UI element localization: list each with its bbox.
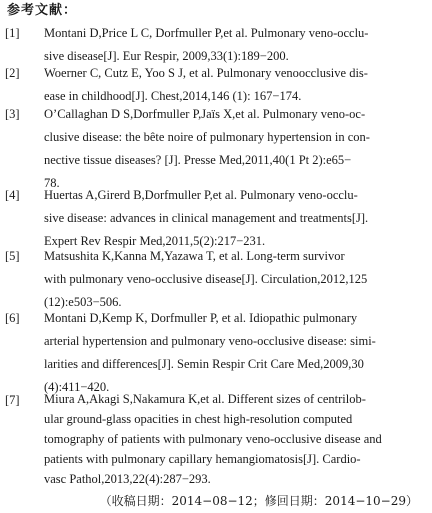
reference-text	[44, 389, 424, 489]
reference-line: ular ground-glass opacities in chest high-resolution computed	[44, 412, 353, 426]
reference-line: nective tissue diseases? [J]. Presse Med,2011,40(1 Pt 2):e65−	[44, 153, 352, 167]
reference-number: [7]	[5, 393, 20, 407]
reference-line: Miura A,Akagi S,Nakamura K,et al. Different sizes of centrilob-	[44, 392, 366, 406]
reference-line: arterial hypertension and pulmonary veno-occlusive disease: simi-	[44, 334, 376, 348]
reference-text	[44, 307, 424, 399]
references-heading: 参考文献：	[7, 3, 78, 18]
reference-line: sive disease: advances in clinical management and treatments[J].	[44, 211, 369, 225]
reference-line: (4):411−420.	[44, 380, 110, 394]
reference-line: Expert Rev Respir Med,2011,5(2):217−231.	[44, 234, 266, 248]
reference-number: [3]	[5, 107, 20, 121]
reference-text	[44, 184, 424, 253]
reference-line: Montani D,Price L C, Dorfmuller P,et al. Pulmonary veno-occlu-	[44, 26, 369, 40]
received-revised-dates: （收稿日期：2014−08−12；修回日期：2014−10−29）	[99, 494, 418, 508]
reference-line: with pulmonary veno-occlusive disease[J]. Circulation,2012,125	[44, 272, 368, 286]
reference-line: 78.	[44, 176, 60, 190]
reference-line: Huertas A,Girerd B,Dorfmuller P,et al. Pulmonary veno-occlu-	[44, 188, 358, 202]
reference-line: sive disease[J]. Eur Respir, 2009,33(1):189−200.	[44, 49, 289, 63]
reference-line: larities and differences[J]. Semin Respir Crit Care Med,2009,30	[44, 357, 364, 371]
reference-number: [1]	[5, 26, 20, 40]
reference-line: Woerner C, Cutz E, Yoo S J, et al. Pulmonary venoocclusive dis-	[44, 66, 368, 80]
reference-text	[44, 245, 424, 314]
reference-text	[44, 62, 424, 108]
reference-line: clusive disease: the bête noire of pulmonary hypertension in con-	[44, 130, 370, 144]
reference-line: patients with pulmonary capillary hemangiomatosis[J]. Cardio-	[44, 452, 361, 466]
reference-number: [4]	[5, 188, 20, 202]
reference-line: Matsushita K,Kanna M,Yazawa T, et al. Long-term survivor	[44, 249, 345, 263]
reference-number: [5]	[5, 249, 20, 263]
reference-number: [6]	[5, 311, 20, 325]
reference-text	[44, 103, 424, 195]
reference-line: Montani D,Kemp K, Dorfmuller P, et al. Idiopathic pulmonary	[44, 311, 358, 325]
reference-line: O’Callaghan D S,Dorfmuller P,Jaïs X,et al. Pulmonary veno-oc-	[44, 107, 366, 121]
reference-line: (12):e503−506.	[44, 295, 122, 309]
reference-line: tomography of patients with pulmonary veno-occlusive disease and	[44, 432, 382, 446]
reference-number: [2]	[5, 66, 20, 80]
reference-line: ease in childhood[J]. Chest,2014,146 (1): 167−174.	[44, 89, 302, 103]
reference-line: vasc Pathol,2013,22(4):287−293.	[44, 472, 211, 486]
